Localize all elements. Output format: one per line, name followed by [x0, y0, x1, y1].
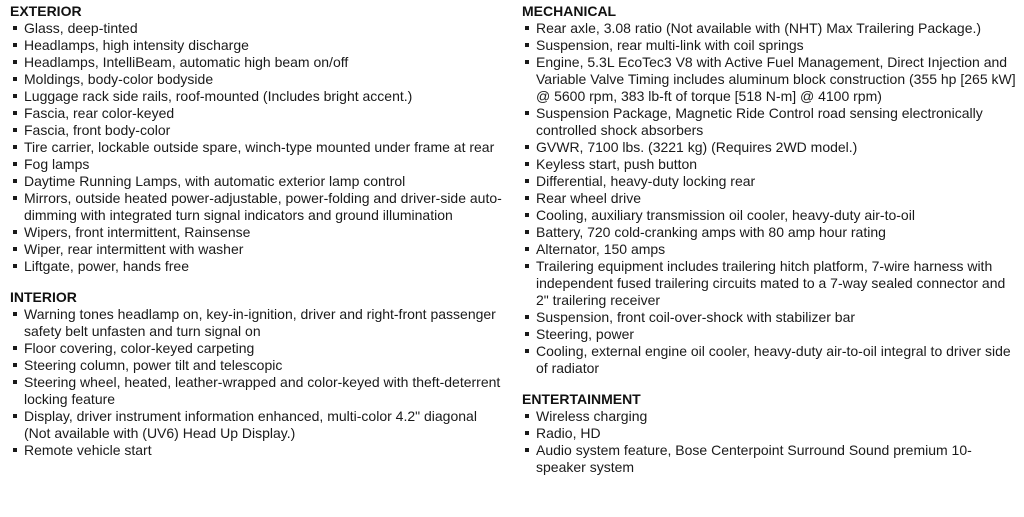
- left-column: [10, 3, 505, 473]
- section-heading: ENTERTAINMENT: [522, 391, 641, 407]
- feature-item: Alternator, 150 amps: [522, 241, 1019, 258]
- feature-item: Floor covering, color-keyed carpeting: [10, 340, 505, 357]
- feature-item: Rear axle, 3.08 ratio (Not available with (NHT) Max Trailering Package.): [522, 20, 1019, 37]
- feature-item: Wiper, rear intermittent with washer: [10, 241, 505, 258]
- feature-item: Tire carrier, lockable outside spare, winch-type mounted under frame at rear: [10, 139, 505, 156]
- feature-item: Headlamps, IntelliBeam, automatic high beam on/off: [10, 54, 505, 71]
- section-heading: INTERIOR: [10, 289, 77, 305]
- feature-item: GVWR, 7100 lbs. (3221 kg) (Requires 2WD model.): [522, 139, 1019, 156]
- feature-item: Liftgate, power, hands free: [10, 258, 505, 275]
- feature-item: Wipers, front intermittent, Rainsense: [10, 224, 505, 241]
- feature-item: Fog lamps: [10, 156, 505, 173]
- feature-item: Luggage rack side rails, roof-mounted (Includes bright accent.): [10, 88, 505, 105]
- feature-item: Suspension, rear multi-link with coil springs: [522, 37, 1019, 54]
- feature-list: [522, 20, 1019, 377]
- entertainment-section: [522, 391, 1019, 476]
- feature-item: Audio system feature, Bose Centerpoint Surround Sound premium 10-speaker system: [522, 442, 1019, 476]
- feature-item: Steering column, power tilt and telescopic: [10, 357, 505, 374]
- feature-item: Trailering equipment includes trailering hitch platform, 7-wire harness with independent fused trailering circuits mated to a 7-way sealed connector and 2" trailering receiver: [522, 258, 1019, 309]
- feature-item: Rear wheel drive: [522, 190, 1019, 207]
- feature-item: Battery, 720 cold-cranking amps with 80 amp hour rating: [522, 224, 1019, 241]
- feature-item: Radio, HD: [522, 425, 1019, 442]
- feature-item: Fascia, rear color-keyed: [10, 105, 505, 122]
- right-column: [522, 3, 1019, 490]
- exterior-section: [10, 3, 505, 275]
- feature-item: Steering wheel, heated, leather-wrapped and color-keyed with theft-deterrent locking feature: [10, 374, 505, 408]
- section-heading: MECHANICAL: [522, 3, 617, 19]
- feature-item: Steering, power: [522, 326, 1019, 343]
- feature-item: Engine, 5.3L EcoTec3 V8 with Active Fuel Management, Direct Injection and Variable Valve Timing includes aluminum block construction (355 hp [265 kW] @ 5600 rpm, 383 lb-ft of torque [518 N-m] @ 4100 rpm): [522, 54, 1019, 105]
- feature-item: Daytime Running Lamps, with automatic exterior lamp control: [10, 173, 505, 190]
- feature-item: Cooling, auxiliary transmission oil cooler, heavy-duty air-to-oil: [522, 207, 1019, 224]
- feature-item: Differential, heavy-duty locking rear: [522, 173, 1019, 190]
- feature-list: [10, 306, 505, 459]
- feature-list: [10, 20, 505, 275]
- feature-item: Mirrors, outside heated power-adjustable, power-folding and driver-side auto-dimming with integrated turn signal indicators and ground illumination: [10, 190, 505, 224]
- feature-item: Wireless charging: [522, 408, 1019, 425]
- feature-list: [522, 408, 1019, 476]
- section-heading: EXTERIOR: [10, 3, 82, 19]
- feature-item: Display, driver instrument information enhanced, multi-color 4.2" diagonal (Not available with (UV6) Head Up Display.): [10, 408, 505, 442]
- feature-item: Glass, deep-tinted: [10, 20, 505, 37]
- mechanical-section: [522, 3, 1019, 377]
- feature-item: Headlamps, high intensity discharge: [10, 37, 505, 54]
- feature-item: Remote vehicle start: [10, 442, 505, 459]
- feature-item: Moldings, body-color bodyside: [10, 71, 505, 88]
- feature-item: Cooling, external engine oil cooler, heavy-duty air-to-oil integral to driver side of radiator: [522, 343, 1019, 377]
- feature-item: Suspension, front coil-over-shock with stabilizer bar: [522, 309, 1019, 326]
- feature-item: Fascia, front body-color: [10, 122, 505, 139]
- feature-item: Keyless start, push button: [522, 156, 1019, 173]
- feature-item: Suspension Package, Magnetic Ride Control road sensing electronically controlled shock absorbers: [522, 105, 1019, 139]
- interior-section: [10, 289, 505, 459]
- feature-item: Warning tones headlamp on, key-in-ignition, driver and right-front passenger safety belt unfasten and turn signal on: [10, 306, 505, 340]
